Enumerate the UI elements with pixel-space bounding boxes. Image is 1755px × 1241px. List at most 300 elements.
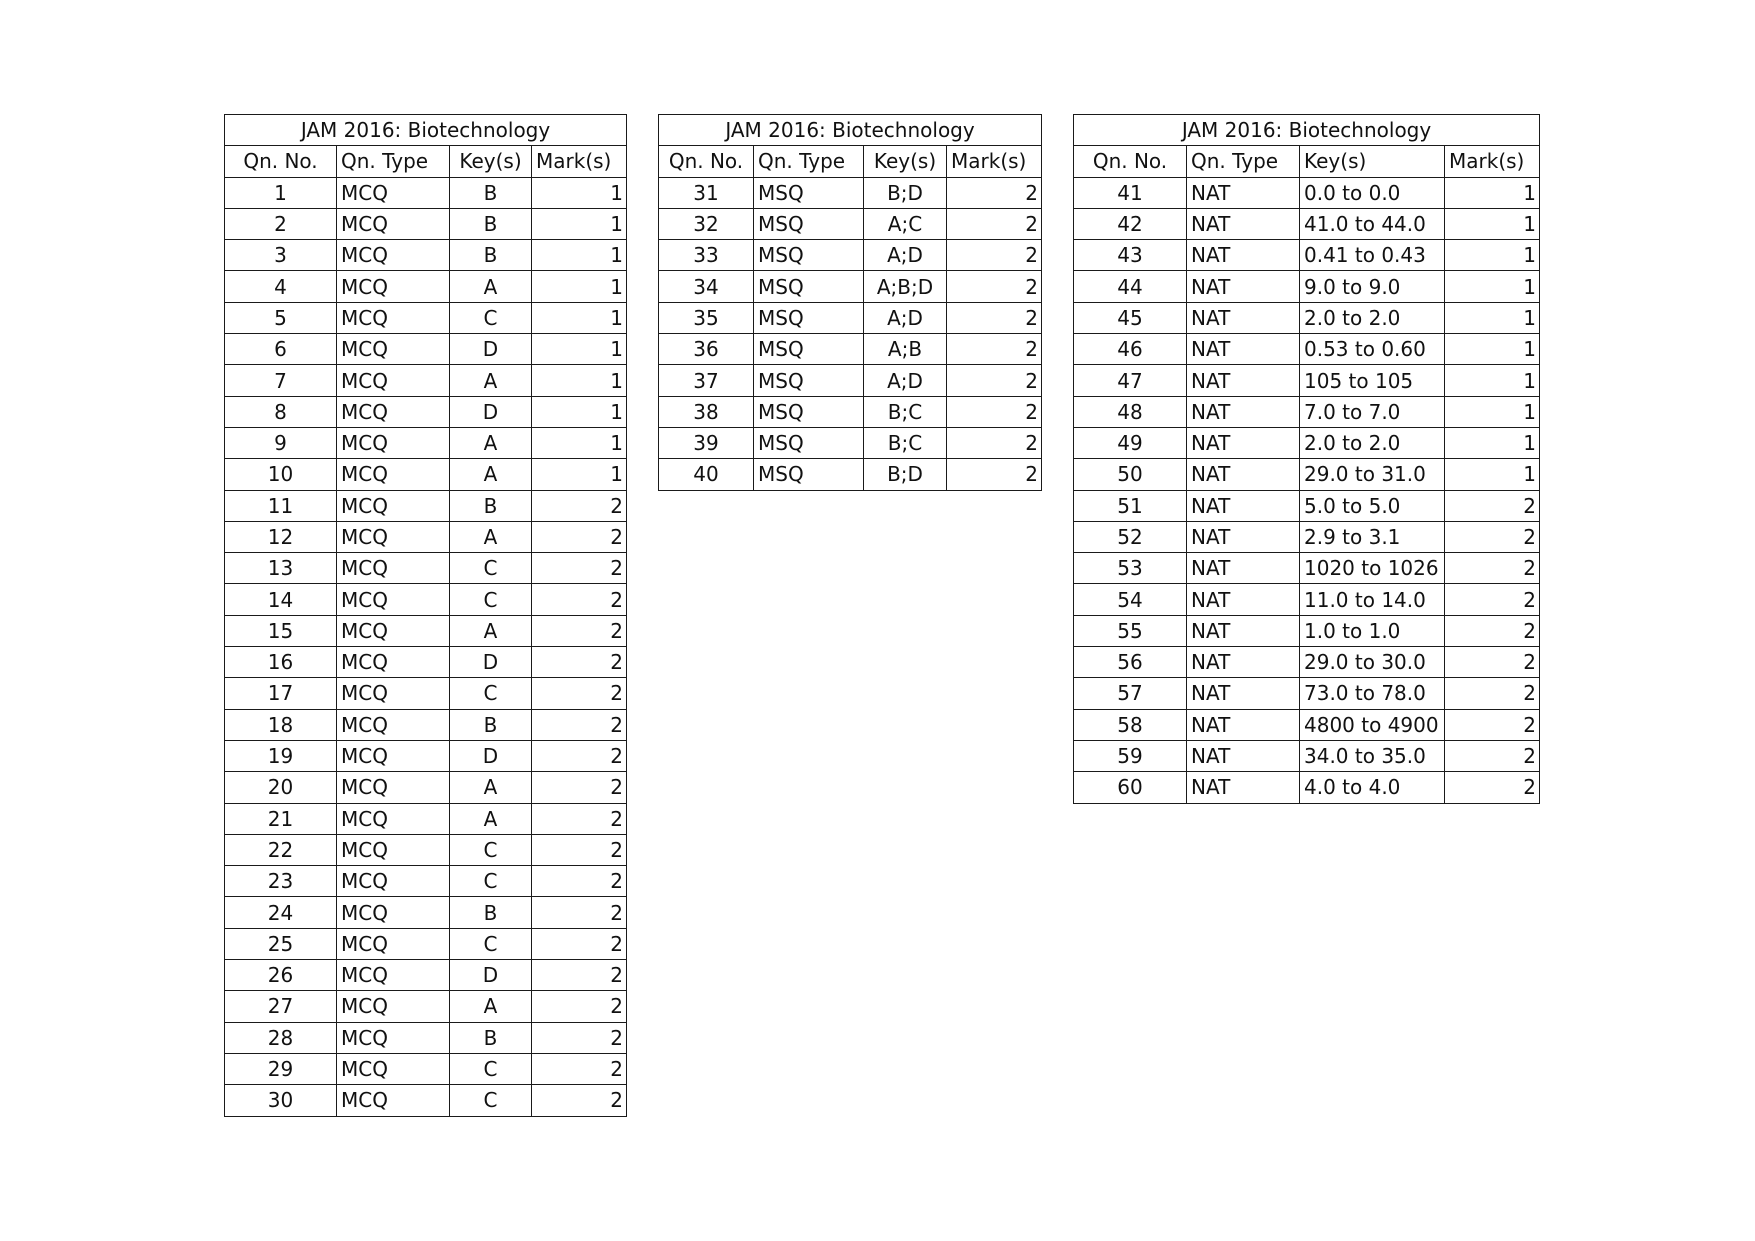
mark-cell: 2 [1445,584,1540,615]
qn-type-cell: NAT [1187,459,1300,490]
table-row [225,334,627,365]
table-title: JAM 2016: Biotechnology [1074,115,1540,146]
qn-no-cell: 35 [659,302,754,333]
col-header-marks: Mark(s) [947,146,1042,177]
key-cell: A [450,991,532,1022]
qn-no-cell: 4 [225,271,337,302]
qn-type-cell: NAT [1187,740,1300,771]
table-row [225,928,627,959]
key-cell: B [450,897,532,928]
qn-type-cell: MCQ [337,991,450,1022]
qn-no-cell: 36 [659,334,754,365]
qn-no-cell: 16 [225,647,337,678]
table-row [659,459,1042,490]
mark-cell: 2 [532,866,627,897]
mark-cell: 1 [1445,334,1540,365]
qn-type-cell: NAT [1187,177,1300,208]
qn-type-cell: MSQ [754,334,864,365]
qn-no-cell: 19 [225,740,337,771]
qn-no-cell: 11 [225,490,337,521]
table-row [225,365,627,396]
table-title: JAM 2016: Biotechnology [659,115,1042,146]
table-row [225,1022,627,1053]
qn-type-cell: MSQ [754,459,864,490]
qn-no-cell: 44 [1074,271,1187,302]
mark-cell: 2 [947,396,1042,427]
qn-no-cell: 37 [659,365,754,396]
qn-type-cell: MCQ [337,1053,450,1084]
qn-type-cell: MCQ [337,177,450,208]
table-row [659,240,1042,271]
col-header-qn-no: Qn. No. [225,146,337,177]
key-cell: B;C [864,427,947,458]
key-cell: B;D [864,459,947,490]
qn-type-cell: NAT [1187,334,1300,365]
qn-no-cell: 56 [1074,647,1187,678]
qn-no-cell: 8 [225,396,337,427]
key-cell: A;B [864,334,947,365]
qn-type-cell: MCQ [337,647,450,678]
qn-type-cell: MSQ [754,365,864,396]
qn-no-cell: 5 [225,302,337,333]
mark-cell: 2 [947,240,1042,271]
qn-no-cell: 57 [1074,678,1187,709]
key-cell: C [450,584,532,615]
qn-type-cell: NAT [1187,208,1300,239]
mark-cell: 2 [947,459,1042,490]
qn-type-cell: NAT [1187,240,1300,271]
mark-cell: 2 [532,490,627,521]
key-cell: C [450,1085,532,1116]
mark-cell: 2 [532,521,627,552]
qn-no-cell: 55 [1074,615,1187,646]
table-row [225,490,627,521]
qn-no-cell: 12 [225,521,337,552]
qn-type-cell: MCQ [337,678,450,709]
qn-no-cell: 31 [659,177,754,208]
qn-type-cell: MCQ [337,584,450,615]
qn-no-cell: 9 [225,427,337,458]
key-cell: 1020 to 1026 [1300,553,1445,584]
qn-no-cell: 40 [659,459,754,490]
table-row [1074,271,1540,302]
mark-cell: 1 [532,396,627,427]
qn-type-cell: MSQ [754,396,864,427]
mark-cell: 2 [532,678,627,709]
table-row [659,302,1042,333]
key-cell: 11.0 to 14.0 [1300,584,1445,615]
mark-cell: 1 [1445,427,1540,458]
qn-type-cell: MCQ [337,521,450,552]
table-row [225,709,627,740]
col-header-keys: Key(s) [864,146,947,177]
mark-cell: 2 [1445,647,1540,678]
key-cell: 34.0 to 35.0 [1300,740,1445,771]
qn-type-cell: NAT [1187,302,1300,333]
table-row [225,240,627,271]
table-row [225,302,627,333]
qn-no-cell: 20 [225,772,337,803]
qn-type-cell: MCQ [337,772,450,803]
qn-no-cell: 25 [225,928,337,959]
qn-type-cell: NAT [1187,427,1300,458]
qn-no-cell: 24 [225,897,337,928]
key-cell: A;B;D [864,271,947,302]
qn-no-cell: 13 [225,553,337,584]
qn-type-cell: MCQ [337,709,450,740]
qn-type-cell: MCQ [337,960,450,991]
key-cell: D [450,960,532,991]
mark-cell: 1 [1445,302,1540,333]
mark-cell: 1 [532,334,627,365]
qn-no-cell: 21 [225,803,337,834]
mark-cell: 2 [532,960,627,991]
table-title: JAM 2016: Biotechnology [225,115,627,146]
qn-no-cell: 34 [659,271,754,302]
qn-no-cell: 42 [1074,208,1187,239]
mark-cell: 2 [532,897,627,928]
table-row [225,991,627,1022]
table-row [659,271,1042,302]
mark-cell: 2 [947,334,1042,365]
key-cell: 5.0 to 5.0 [1300,490,1445,521]
qn-no-cell: 26 [225,960,337,991]
mark-cell: 2 [532,991,627,1022]
qn-type-cell: MCQ [337,396,450,427]
mark-cell: 1 [532,302,627,333]
qn-no-cell: 58 [1074,709,1187,740]
qn-no-cell: 7 [225,365,337,396]
table-row [1074,365,1540,396]
mark-cell: 2 [947,271,1042,302]
qn-no-cell: 54 [1074,584,1187,615]
mark-cell: 2 [532,615,627,646]
answer-key-table-mcq [224,114,627,1117]
qn-no-cell: 45 [1074,302,1187,333]
key-cell: B;D [864,177,947,208]
key-cell: 29.0 to 30.0 [1300,647,1445,678]
col-header-qn-type: Qn. Type [754,146,864,177]
table-row [1074,678,1540,709]
mark-cell: 1 [1445,240,1540,271]
table-row [225,803,627,834]
qn-type-cell: MCQ [337,615,450,646]
table-row [1074,177,1540,208]
key-cell: B [450,1022,532,1053]
qn-no-cell: 46 [1074,334,1187,365]
qn-type-cell: NAT [1187,521,1300,552]
key-cell: 4800 to 4900 [1300,709,1445,740]
mark-cell: 1 [1445,271,1540,302]
qn-type-cell: MCQ [337,897,450,928]
key-cell: A [450,427,532,458]
qn-no-cell: 33 [659,240,754,271]
mark-cell: 2 [1445,678,1540,709]
qn-no-cell: 47 [1074,365,1187,396]
mark-cell: 2 [532,740,627,771]
qn-type-cell: MCQ [337,1085,450,1116]
key-cell: A [450,772,532,803]
mark-cell: 2 [532,772,627,803]
qn-type-cell: MCQ [337,271,450,302]
mark-cell: 1 [1445,208,1540,239]
table-row [1074,709,1540,740]
mark-cell: 2 [532,1085,627,1116]
qn-no-cell: 15 [225,615,337,646]
qn-no-cell: 43 [1074,240,1187,271]
mark-cell: 1 [1445,365,1540,396]
table-row [225,866,627,897]
mark-cell: 2 [1445,709,1540,740]
qn-type-cell: NAT [1187,678,1300,709]
answer-key-table-msq [658,114,1042,491]
table-row [1074,647,1540,678]
key-cell: A [450,803,532,834]
table-row [1074,427,1540,458]
key-cell: A;D [864,240,947,271]
key-cell: 0.0 to 0.0 [1300,177,1445,208]
qn-no-cell: 2 [225,208,337,239]
key-cell: C [450,834,532,865]
qn-no-cell: 29 [225,1053,337,1084]
table-row [1074,521,1540,552]
key-cell: B [450,709,532,740]
table-row [225,897,627,928]
qn-no-cell: 14 [225,584,337,615]
table-row [225,396,627,427]
key-cell: 7.0 to 7.0 [1300,396,1445,427]
col-header-qn-no: Qn. No. [659,146,754,177]
qn-type-cell: MSQ [754,177,864,208]
key-cell: B [450,240,532,271]
mark-cell: 2 [947,177,1042,208]
mark-cell: 2 [1445,615,1540,646]
qn-type-cell: MSQ [754,302,864,333]
qn-no-cell: 22 [225,834,337,865]
col-header-qn-type: Qn. Type [337,146,450,177]
qn-no-cell: 28 [225,1022,337,1053]
key-cell: 1.0 to 1.0 [1300,615,1445,646]
table-row [1074,772,1540,803]
table-row [1074,615,1540,646]
key-cell: D [450,740,532,771]
qn-no-cell: 10 [225,459,337,490]
table-row [659,208,1042,239]
col-header-marks: Mark(s) [532,146,627,177]
key-cell: 2.9 to 3.1 [1300,521,1445,552]
table-row [225,740,627,771]
key-cell: A [450,615,532,646]
qn-type-cell: NAT [1187,772,1300,803]
mark-cell: 2 [1445,490,1540,521]
qn-no-cell: 53 [1074,553,1187,584]
qn-type-cell: MSQ [754,208,864,239]
key-cell: B;C [864,396,947,427]
table-row [1074,740,1540,771]
qn-type-cell: MCQ [337,490,450,521]
qn-type-cell: NAT [1187,584,1300,615]
qn-type-cell: NAT [1187,615,1300,646]
table-row [225,615,627,646]
qn-type-cell: MCQ [337,866,450,897]
col-header-keys: Key(s) [450,146,532,177]
col-header-marks: Mark(s) [1445,146,1540,177]
mark-cell: 2 [947,302,1042,333]
qn-no-cell: 60 [1074,772,1187,803]
qn-type-cell: MCQ [337,334,450,365]
table-row [1074,334,1540,365]
qn-type-cell: MCQ [337,365,450,396]
qn-type-cell: NAT [1187,490,1300,521]
table-row [1074,584,1540,615]
key-cell: C [450,678,532,709]
table-row [1074,396,1540,427]
table-row [225,208,627,239]
mark-cell: 1 [532,271,627,302]
qn-type-cell: MCQ [337,553,450,584]
table-row [225,1053,627,1084]
key-cell: A [450,521,532,552]
col-header-qn-type: Qn. Type [1187,146,1300,177]
qn-type-cell: MCQ [337,1022,450,1053]
mark-cell: 1 [532,177,627,208]
qn-type-cell: MCQ [337,208,450,239]
qn-no-cell: 41 [1074,177,1187,208]
qn-type-cell: NAT [1187,709,1300,740]
qn-type-cell: NAT [1187,271,1300,302]
mark-cell: 1 [1445,459,1540,490]
key-cell: A;D [864,302,947,333]
key-cell: C [450,553,532,584]
qn-type-cell: MCQ [337,240,450,271]
key-cell: A;D [864,365,947,396]
qn-type-cell: MCQ [337,834,450,865]
key-cell: 2.0 to 2.0 [1300,427,1445,458]
key-cell: A [450,365,532,396]
qn-type-cell: MCQ [337,928,450,959]
table-row [225,271,627,302]
key-cell: 41.0 to 44.0 [1300,208,1445,239]
key-cell: C [450,302,532,333]
table-row [225,678,627,709]
mark-cell: 2 [532,647,627,678]
key-cell: B [450,490,532,521]
qn-no-cell: 38 [659,396,754,427]
mark-cell: 1 [532,427,627,458]
table-row [1074,302,1540,333]
mark-cell: 2 [532,553,627,584]
table-row [1074,553,1540,584]
mark-cell: 2 [532,709,627,740]
qn-no-cell: 6 [225,334,337,365]
mark-cell: 2 [532,803,627,834]
mark-cell: 2 [1445,521,1540,552]
mark-cell: 2 [947,208,1042,239]
table-row [225,459,627,490]
table-row [225,521,627,552]
key-cell: 73.0 to 78.0 [1300,678,1445,709]
mark-cell: 2 [532,1022,627,1053]
mark-cell: 1 [532,459,627,490]
col-header-keys: Key(s) [1300,146,1445,177]
table-row [225,834,627,865]
table-row [659,334,1042,365]
table-row [1074,490,1540,521]
key-cell: D [450,334,532,365]
mark-cell: 1 [1445,396,1540,427]
key-cell: B [450,208,532,239]
qn-type-cell: MCQ [337,427,450,458]
qn-no-cell: 49 [1074,427,1187,458]
qn-no-cell: 52 [1074,521,1187,552]
qn-no-cell: 17 [225,678,337,709]
qn-type-cell: MCQ [337,459,450,490]
mark-cell: 2 [1445,740,1540,771]
qn-no-cell: 50 [1074,459,1187,490]
key-cell: 0.53 to 0.60 [1300,334,1445,365]
key-cell: A [450,271,532,302]
table-row [225,647,627,678]
mark-cell: 2 [532,584,627,615]
table-row [225,427,627,458]
mark-cell: 1 [532,365,627,396]
key-cell: C [450,1053,532,1084]
table-row [225,772,627,803]
qn-no-cell: 32 [659,208,754,239]
key-cell: C [450,866,532,897]
table-row [1074,208,1540,239]
mark-cell: 2 [1445,553,1540,584]
qn-type-cell: NAT [1187,647,1300,678]
qn-no-cell: 39 [659,427,754,458]
col-header-qn-no: Qn. No. [1074,146,1187,177]
qn-no-cell: 59 [1074,740,1187,771]
qn-no-cell: 3 [225,240,337,271]
mark-cell: 2 [1445,772,1540,803]
qn-no-cell: 18 [225,709,337,740]
qn-no-cell: 51 [1074,490,1187,521]
qn-type-cell: MSQ [754,240,864,271]
qn-no-cell: 27 [225,991,337,1022]
mark-cell: 2 [532,928,627,959]
qn-type-cell: MCQ [337,302,450,333]
table-row [225,584,627,615]
table-row [1074,240,1540,271]
key-cell: B [450,177,532,208]
mark-cell: 1 [532,208,627,239]
key-cell: 105 to 105 [1300,365,1445,396]
qn-type-cell: MCQ [337,740,450,771]
mark-cell: 1 [532,240,627,271]
key-cell: D [450,647,532,678]
table-row [225,553,627,584]
mark-cell: 1 [1445,177,1540,208]
key-cell: A [450,459,532,490]
mark-cell: 2 [532,1053,627,1084]
qn-no-cell: 23 [225,866,337,897]
table-row [225,1085,627,1116]
key-cell: 4.0 to 4.0 [1300,772,1445,803]
table-row [659,177,1042,208]
qn-no-cell: 48 [1074,396,1187,427]
key-cell: 29.0 to 31.0 [1300,459,1445,490]
qn-no-cell: 30 [225,1085,337,1116]
mark-cell: 2 [947,365,1042,396]
table-row [659,365,1042,396]
table-row [225,177,627,208]
qn-no-cell: 1 [225,177,337,208]
key-cell: C [450,928,532,959]
